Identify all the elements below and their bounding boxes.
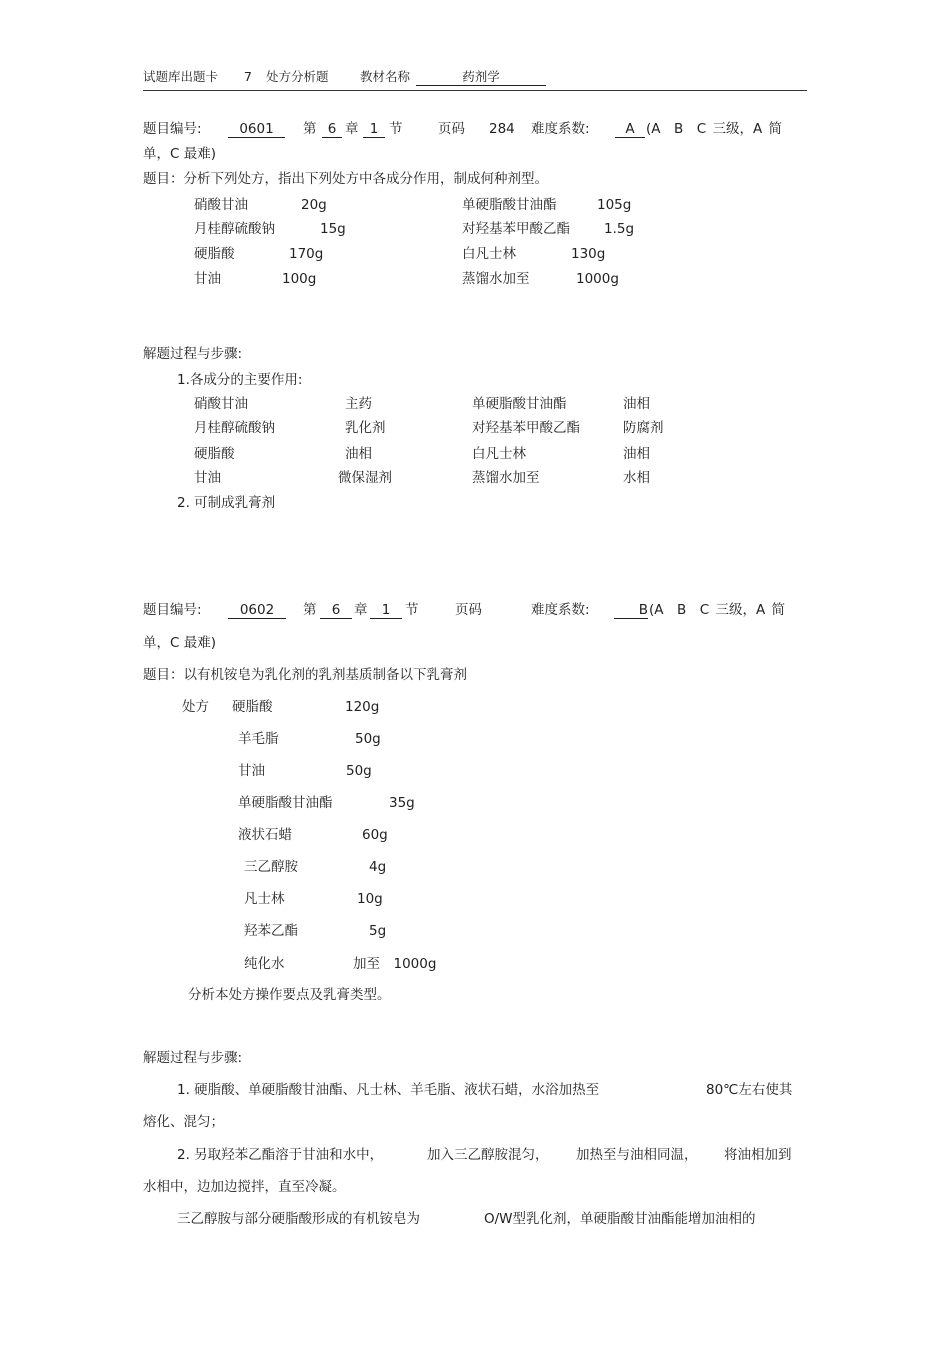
formula-name: 硝酸甘油 xyxy=(194,197,248,213)
q2-difficulty-scale-cont: 单，C 最难) xyxy=(143,635,216,651)
q2-step1-text: 1. 硬脂酸、单硬脂酸甘油酯、凡士林、羊毛脂、液状石蜡，水浴加热至 xyxy=(177,1082,600,1098)
q2-id-label: 题目编号: xyxy=(143,602,202,618)
q2-di: 第 xyxy=(303,602,317,618)
formula-amount: 1000g xyxy=(576,271,619,287)
formula-amount: 50g xyxy=(346,763,372,779)
q2-zhang: 章 xyxy=(354,602,368,618)
formula-amount: 10g xyxy=(357,891,383,907)
formula-amount: 加至 1000g xyxy=(353,956,437,972)
question-type: 处方分析题 xyxy=(266,69,329,84)
q1-difficulty-scale: (A B C 三级，A 简 xyxy=(646,121,783,137)
q2-chapter: 6 xyxy=(320,602,352,619)
q1-solution-label: 解题过程与步骤: xyxy=(143,346,243,362)
q1-difficulty: A xyxy=(615,121,645,138)
q1-step1: 1.各成分的主要作用: xyxy=(177,372,303,388)
formula-name: 三乙醇胺 xyxy=(244,859,298,875)
formula-amount: 1.5g xyxy=(604,221,635,237)
formula-amount: 105g xyxy=(597,197,632,213)
q2-instruction: 分析本处方操作要点及乳膏类型。 xyxy=(188,987,391,1003)
q1-di: 第 xyxy=(303,121,317,137)
q2-jie: 节 xyxy=(405,602,419,618)
q2-step1-cont: 熔化、混匀； xyxy=(143,1114,224,1130)
role-value: 乳化剂 xyxy=(345,420,386,436)
formula-name: 羊毛脂 xyxy=(238,731,279,747)
formula-name: 液状石蜡 xyxy=(238,827,292,843)
role-value: 防腐剂 xyxy=(623,420,664,436)
role-name: 白凡士林 xyxy=(472,446,526,462)
q2-step2-a: 2. 另取羟苯乙酯溶于甘油和水中， xyxy=(177,1147,384,1163)
formula-amount: 50g xyxy=(355,731,381,747)
header-rule xyxy=(143,90,807,91)
q2-difficulty-scale: (A B C 三级，A 简 xyxy=(649,602,786,618)
role-name: 硬脂酸 xyxy=(194,446,235,462)
formula-name: 白凡士林 xyxy=(462,246,516,262)
q2-step2-d: 将油相加到 xyxy=(724,1147,792,1163)
role-name: 对羟基苯甲酸乙酯 xyxy=(472,420,580,436)
q1-jie: 节 xyxy=(389,121,403,137)
q1-id-label: 题目编号: xyxy=(143,121,202,137)
q1-step2: 2. 可制成乳膏剂 xyxy=(177,495,276,511)
q2-id: 0602 xyxy=(228,602,286,619)
q2-section: 1 xyxy=(370,602,402,619)
q1-id: 0601 xyxy=(228,121,285,138)
role-value: 微保湿剂 xyxy=(338,470,392,486)
formula-amount: 4g xyxy=(369,859,387,875)
formula-amount: 100g xyxy=(282,271,317,287)
q2-solution-label: 解题过程与步骤: xyxy=(143,1050,243,1066)
q2-note-b: O/W型乳化剂，单硬脂酸甘油酯能增加油相的 xyxy=(484,1211,756,1227)
formula-name: 单硬脂酸甘油酯 xyxy=(462,197,557,213)
role-value: 主药 xyxy=(345,396,372,412)
question-type-number: 7 xyxy=(244,69,252,84)
role-name: 蒸馏水加至 xyxy=(472,470,540,486)
q2-difficulty: B xyxy=(614,602,648,619)
role-value: 油相 xyxy=(623,446,650,462)
formula-amount: 15g xyxy=(320,221,346,237)
formula-name: 蒸馏水加至 xyxy=(462,271,530,287)
q1-page-label: 页码 xyxy=(438,121,465,137)
q2-rx-label: 处方 xyxy=(182,699,209,715)
role-value: 油相 xyxy=(623,396,650,412)
q2-page-label: 页码 xyxy=(455,602,482,618)
q2-difficulty-label: 难度系数: xyxy=(531,602,590,618)
formula-name: 甘油 xyxy=(194,271,221,287)
q2-note-a: 三乙醇胺与部分硬脂酸形成的有机铵皂为 xyxy=(177,1211,420,1227)
formula-amount: 35g xyxy=(389,795,415,811)
formula-name: 对羟基苯甲酸乙酯 xyxy=(462,221,570,237)
role-value: 水相 xyxy=(623,470,650,486)
role-name: 甘油 xyxy=(194,470,221,486)
formula-name: 羟苯乙酯 xyxy=(244,923,298,939)
q1-difficulty-label: 难度系数: xyxy=(531,121,590,137)
card-title: 试题库出题卡 xyxy=(143,69,219,84)
q1-difficulty-scale-cont: 单，C 最难) xyxy=(143,146,216,162)
q2-step2-b: 加入三乙醇胺混匀， xyxy=(427,1147,549,1163)
textbook-label: 教材名称 xyxy=(360,69,411,84)
q1-question: 题目：分析下列处方，指出下列处方中各成分作用，制成何种剂型。 xyxy=(143,171,548,187)
formula-name: 甘油 xyxy=(238,763,265,779)
q2-step2-cont: 水相中，边加边搅拌，直至冷凝。 xyxy=(143,1179,346,1195)
q2-step1-temp: 80℃左右使其 xyxy=(706,1082,793,1098)
formula-name: 硬脂酸 xyxy=(194,246,235,262)
q1-section: 1 xyxy=(363,121,385,138)
formula-amount: 20g xyxy=(301,197,327,213)
role-name: 单硬脂酸甘油酯 xyxy=(472,396,567,412)
role-name: 月桂醇硫酸钠 xyxy=(194,420,275,436)
formula-amount: 130g xyxy=(571,246,606,262)
formula-amount: 170g xyxy=(289,246,324,262)
role-name: 硝酸甘油 xyxy=(194,396,248,412)
formula-name: 单硬脂酸甘油酯 xyxy=(238,795,333,811)
formula-name: 月桂醇硫酸钠 xyxy=(194,221,275,237)
q2-question: 题目：以有机铵皂为乳化剂的乳剂基质制备以下乳膏剂 xyxy=(143,667,467,683)
formula-amount: 60g xyxy=(362,827,388,843)
q1-page: 284 xyxy=(489,121,515,137)
formula-amount: 5g xyxy=(369,923,387,939)
textbook-name: 药剂学 xyxy=(416,69,546,86)
formula-name: 硬脂酸 xyxy=(232,699,273,715)
q1-chapter: 6 xyxy=(322,121,342,138)
q2-step2-c: 加热至与油相同温， xyxy=(576,1147,698,1163)
formula-name: 纯化水 xyxy=(244,956,285,972)
formula-amount: 120g xyxy=(345,699,380,715)
formula-name: 凡士林 xyxy=(244,891,285,907)
role-value: 油相 xyxy=(345,446,372,462)
q1-zhang: 章 xyxy=(345,121,359,137)
